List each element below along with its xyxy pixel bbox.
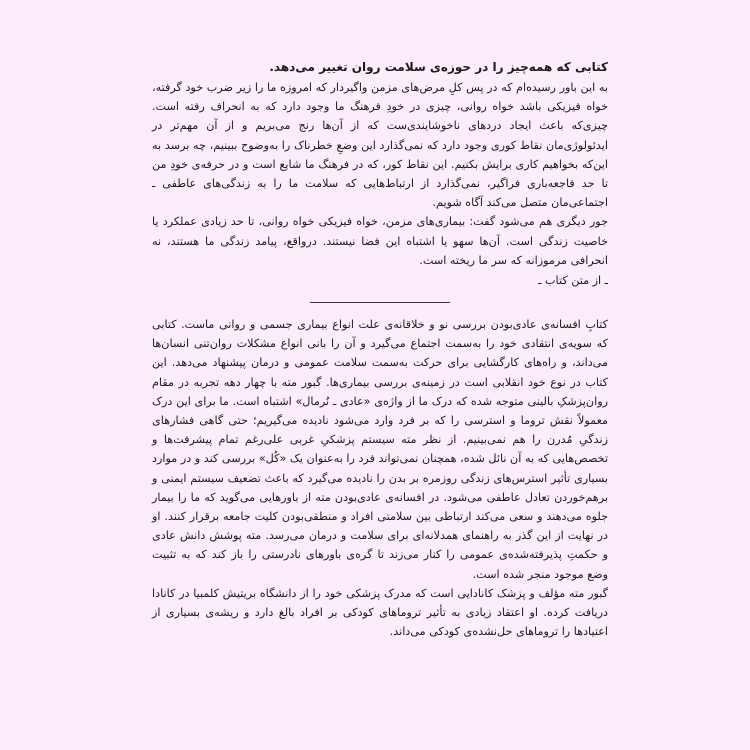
excerpt-paragraph-2: جور دیگری هم می‌شود گفت: بیماری‌های مزمن، خواه فیزیکی خواه روانی، تا حد زیادی عملکرد یا خاصیت زندگی است. آن‌ها سهو یا اشتباه این فضا نیستند. درواقع، پیامد زندگی ما هستند، نه انحرافی مرموزانه که سر ما ریخته است. [152, 215, 608, 267]
excerpt-paragraph-1: به این باور رسیده‌ام که در پس کلِ مرض‌های مزمن واگیردار که امروزه ما را زیر ضرب خود گرفته، خواه فیزیکی باشد خواه روانی، چیزی در خودِ فرهنگ ما وجود دارد که به انحراف رفته است. چیزی‌که باعث ایجاد دردهای ناخوشایندی‌ست که از آن‌ها رنج می‌بریم و از آن مهم‌تر در ایدئولوژی‌مان نقاط کوری وجود دارد که نمی‌گذارد این وضعِ خطرناک را به‌وضوح ببینیم، چه برسد به این‌که بخواهیم کاری برایش بکنیم. این نقاط کور، که در فرهنگ ما شایع است و در حرفه‌ی خودِ من تا حد فاجعه‌باری فراگیر، نمی‌گذارد از ارتباط‌هایی که سلامت ما را به زندگی‌های عاطفی ـ اجتماعی‌مان متصل می‌کند آگاه شویم. [152, 81, 608, 210]
book-excerpt [152, 58, 608, 290]
excerpt-source: ـ از متن کتاب ـ [538, 274, 608, 288]
author-bio-paragraph: گبور مته مؤلف و پزشک کانادایی است که مدرک پزشکی خود را از دانشگاه بریتیش کلمبیا در کانادا دریافت کرده. او اعتقاد زیادی به تأثیر تروماهای کودکی بر افراد بالغ دارد و ریشه‌ی بسیاری از اعتیادها را تروماهای حل‌نشده‌ی کودکی می‌داند. [152, 586, 608, 639]
excerpt-title: کتابی که همه‌چیز را در حوزه‌ی سلامت روان تغییر می‌دهد. [269, 60, 608, 74]
text-column [152, 58, 608, 641]
section-divider [310, 302, 450, 303]
description-paragraph-1: کتابِ افسانه‌ی عادی‌بودن بررسی نو و خلاقانه‌ی علت انواع بیماری جسمی و روانی ماست. کتابی که سویه‌ی انتقادی خود را به‌سمت اجتماع می‌گیرد و آن را بانی انواع مشکلات روان‌تنی انسان‌ها می‌داند، و راه‌های کارگشایی برای حرکت به‌سمت سلامت عمومی و درمان پیشنهاد می‌دهد. این کتاب در نوع خود انقلابی است در زمینه‌ی بررسی بیماری‌ها. گبور مته با چهار دهه تجربه در مقام روان‌پزشکِ بالینی متوجه شده که درک ما از واژه‌ی «عادی ـ نُرمال» اشتباه است. ما برای این درک معمولاً نقش تروما و استرسی را که بر فرد وارد می‌شود نادیده می‌گیریم؛ حتی گاهی فشارهای زندگیِ مُدرن را هم نمی‌بینیم. از نظر مته سیستم پزشکیِ غربی علی‌رغم تمام پیشرفت‌ها و تخصص‌هایی که به آن نائل شده، همچنان نمی‌تواند فرد را به‌عنوان یک «کُل» بررسی کند و در موارد بسیاری تأثیر استرس‌های زندگی روزمره بر بدن را نادیده می‌گیرد که باعث تضعیف سیستم ایمنی و برهم‌خوردن تعادل عاطفی می‌شود. در افسانه‌ی عادی‌بودن مته از باورهایی می‌گوید که ما را بیمار جلوه می‌دهند و سعی می‌کند ارتباطی بین سلامتی افراد و منطقی‌بودن کلیت جامعه برقرار کنند. او در نهایت از این گذر به راهنمای همدلانه‌ای برای سلامت و درمان می‌رسد. مته پوشش دانش عادی و حکمتِ پذیرفته‌شده‌ی عمومی را کنار می‌زند تا گره‌ی باورهای نادرستی را باز کند که به تثبیت وضع موجود منجر شده است. [152, 318, 608, 581]
book-description [152, 315, 608, 641]
